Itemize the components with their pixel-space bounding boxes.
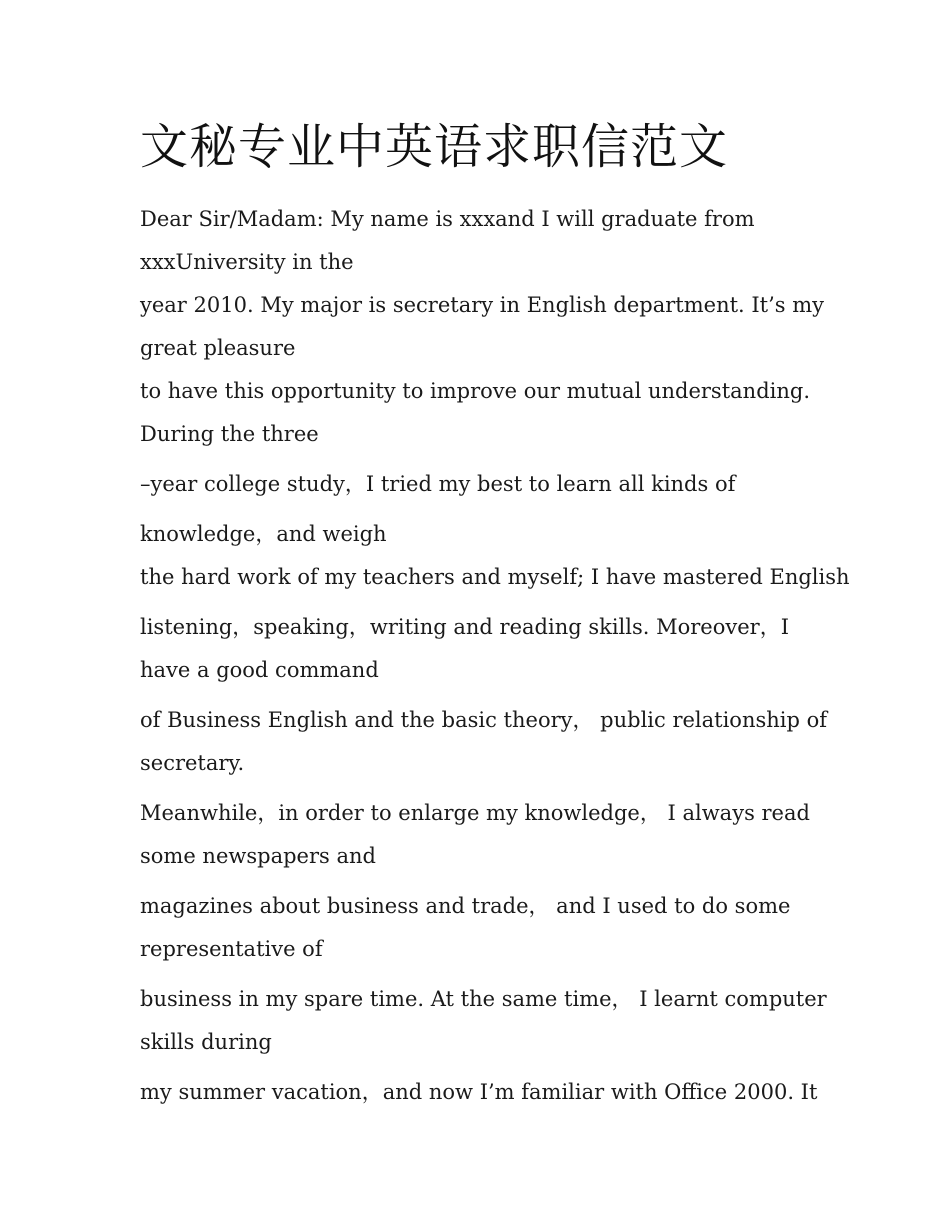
text-line: have a good command [140, 658, 379, 682]
text-line: skills during [140, 1030, 272, 1054]
text-line: xxxUniversity in the [140, 250, 354, 274]
text-line: Dear Sir/Madam: My name is xxxand I will graduate from [140, 207, 755, 231]
text-line: business in my spare time. At the same time， I learnt computer [140, 987, 827, 1011]
text-line: magazines about business and trade， and I used to do some [140, 894, 791, 918]
text-line: representative of [140, 937, 323, 961]
document-body [140, 198, 850, 1114]
text-line: my summer vacation，and now I’m familiar with Office 2000. It [140, 1080, 818, 1104]
text-line: of Business English and the basic theory， public relationship of [140, 708, 828, 732]
text-line: secretary. [140, 751, 245, 775]
text-line: During the three [140, 422, 319, 446]
text-line: the hard work of my teachers and myself; I have mastered English [140, 565, 850, 589]
text-line: listening，speaking，writing and reading skills. Moreover，I [140, 615, 790, 639]
text-line: knowledge，and weigh [140, 522, 387, 546]
text-line: –year college study，I tried my best to learn all kinds of [140, 472, 736, 496]
text-line: year 2010. My major is secretary in English department. It’s my [140, 293, 825, 317]
document-title: 文秘专业中英语求职信范文 [140, 119, 729, 175]
text-line: great pleasure [140, 336, 296, 360]
text-line: to have this opportunity to improve our mutual understanding. [140, 379, 810, 403]
text-line: Meanwhile，in order to enlarge my knowledge， I always read [140, 801, 810, 825]
text-line: some newspapers and [140, 844, 376, 868]
